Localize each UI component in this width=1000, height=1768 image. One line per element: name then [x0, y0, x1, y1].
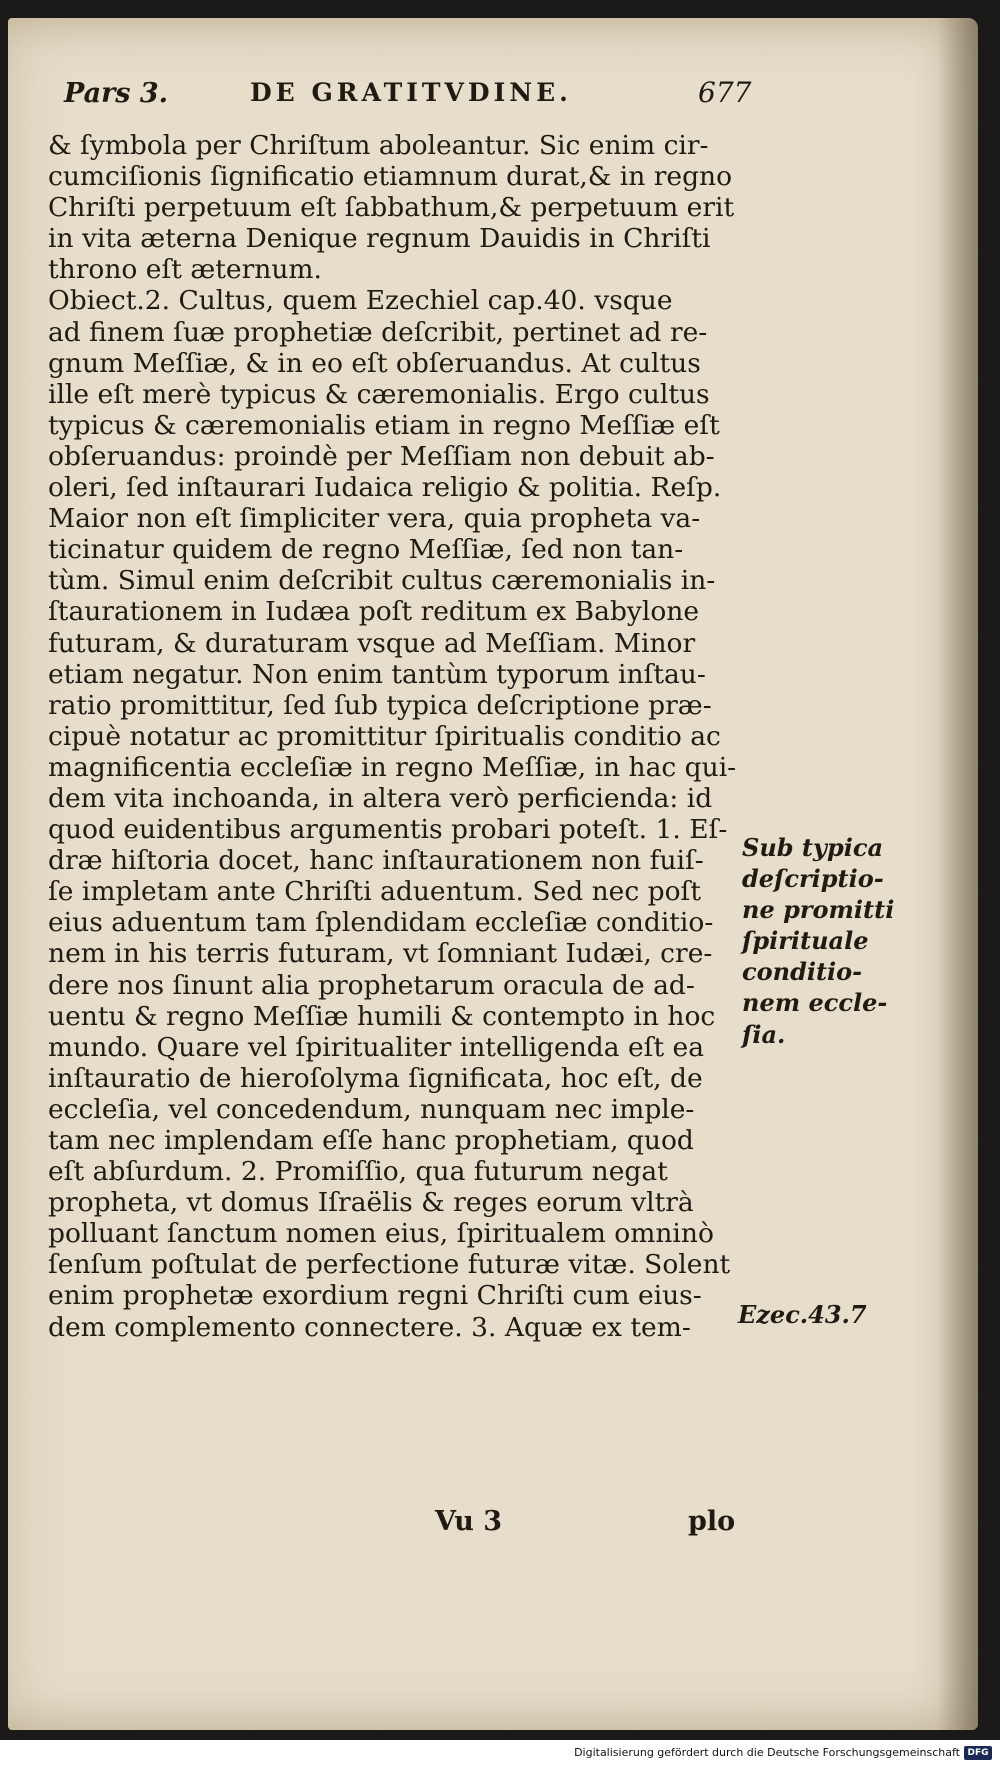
margin-note-line: ſia. [742, 1019, 786, 1049]
margin-note-sub-typica [742, 832, 894, 1050]
text-line: obſeruandus: proindè per Meſſiam non debuit ab- [48, 440, 715, 472]
text-line: eccleſia, vel concedendum, nunquam nec imple- [48, 1093, 695, 1125]
text-line: ſe impletam ante Chriſti aduentum. Sed nec poſt [48, 876, 701, 908]
text-line: cipuè notatur ac promittitur ſpiritualis conditio ac [48, 720, 721, 752]
text-line: propheta, vt domus Iſraëlis & reges eorum vltrà [48, 1187, 694, 1219]
text-line: Chriſti perpetuum eſt ſabbathum,& perpetuum erit [48, 192, 735, 224]
text-line: ſenſum poſtulat de perfectione futuræ vitæ. Solent [48, 1249, 731, 1281]
running-head-title: DE GRATITVDINE. [250, 78, 572, 107]
margin-note-ezec: Ezec.43.7 [738, 1300, 867, 1329]
footer-bar [0, 1742, 1000, 1768]
text-line: ratio promittitur, ſed ſub typica deſcriptione præ- [48, 689, 712, 721]
text-line: ille eſt merè typicus & cæremonialis. Ergo cultus [48, 378, 710, 410]
body-text [48, 130, 738, 1343]
text-line: quod euidentibus argumentis probari poteſt. 1. Eſ- [48, 814, 728, 846]
text-line: Obiect.2. Cultus, quem Ezechiel cap.40. vsque [48, 285, 673, 317]
text-line: uentu & regno Meſſiæ humili & contempto in hoc [48, 1000, 716, 1032]
text-line: typicus & cæremonialis etiam in regno Meſſiæ eſt [48, 409, 720, 441]
page-number: 677 [698, 76, 752, 109]
text-line: eſt abſurdum. 2. Promiſſio, qua futurum negat [48, 1156, 668, 1188]
signature-mark: Vu 3 [435, 1506, 503, 1537]
book-page [8, 18, 978, 1730]
text-line: magnificentia eccleſiæ in regno Meſſiæ, in hac qui- [48, 751, 737, 783]
margin-note-line: nem eccle- [742, 988, 888, 1018]
margin-note-line: deſcriptio- [742, 864, 884, 894]
text-line: gnum Meſſiæ, & in eo eſt obſeruandus. At cultus [48, 347, 701, 379]
margin-note-line: ſpirituale [742, 926, 869, 956]
text-line: futuram, & duraturam vsque ad Meſſiam. Minor [48, 627, 696, 659]
spine-shadow [938, 18, 978, 1730]
text-line: inſtauratio de hieroſolyma ſignificata, hoc eſt, de [48, 1062, 703, 1094]
dfg-logo: DFG [964, 1746, 992, 1760]
text-line: in vita æterna Denique regnum Dauidis in Chriſti [48, 223, 711, 255]
text-line: polluant ſanctum nomen eius, ſpiritualem omninò [48, 1218, 714, 1250]
text-line: tùm. Simul enim deſcribit cultus cæremonialis in- [48, 565, 716, 597]
text-line: Maior non eſt ſimpliciter vera, quia propheta va- [48, 503, 701, 535]
text-line: dræ hiſtoria docet, hanc inſtaurationem non fuiſ- [48, 845, 704, 877]
text-line: dere nos ſinunt alia prophetarum oracula de ad- [48, 969, 695, 1001]
running-head-part: Pars 3. [64, 78, 169, 109]
margin-note-line: ne promitti [742, 895, 895, 925]
text-line: etiam negatur. Non enim tantùm typorum inſtau- [48, 658, 706, 690]
text-line: & ſymbola per Chriſtum aboleantur. Sic enim cir- [48, 130, 709, 161]
text-line: cumciſionis ſignificatio etiamnum durat,& in regno [48, 161, 733, 193]
text-line: ſtaurationem in Iudæa poſt reditum ex Babylone [48, 596, 700, 628]
text-line: mundo. Quare vel ſpiritualiter intelligenda eſt ea [48, 1031, 705, 1063]
catchword: plo [688, 1506, 736, 1537]
margin-note-line: Sub typica [742, 833, 884, 862]
margin-note-line: conditio- [742, 957, 863, 987]
text-line: dem complemento connectere. 3. Aquæ ex tem- [48, 1311, 691, 1343]
text-line: ad finem ſuæ prophetiæ deſcribit, pertinet ad re- [48, 316, 708, 348]
text-line: tam nec implendam eſſe hanc prophetiam, quod [48, 1125, 694, 1156]
text-line: oleri, ſed inſtaurari Iudaica religio & politia. Reſp. [48, 472, 722, 504]
footer-credit: Digitalisierung gefördert durch die Deutsche Forschungsgemeinschaft [574, 1746, 960, 1759]
text-line: dem vita inchoanda, in altera verò perficienda: id [48, 782, 713, 814]
text-line: enim prophetæ exordium regni Chriſti cum eius- [48, 1280, 702, 1312]
text-line: ticinatur quidem de regno Meſſiæ, ſed non tan- [48, 534, 684, 566]
text-line: throno eſt æternum. [48, 254, 322, 286]
text-line: nem in his terris futuram, vt ſomniant Iudæi, cre- [48, 938, 713, 970]
text-line: eius aduentum tam ſplendidam eccleſiæ conditio- [48, 907, 714, 939]
